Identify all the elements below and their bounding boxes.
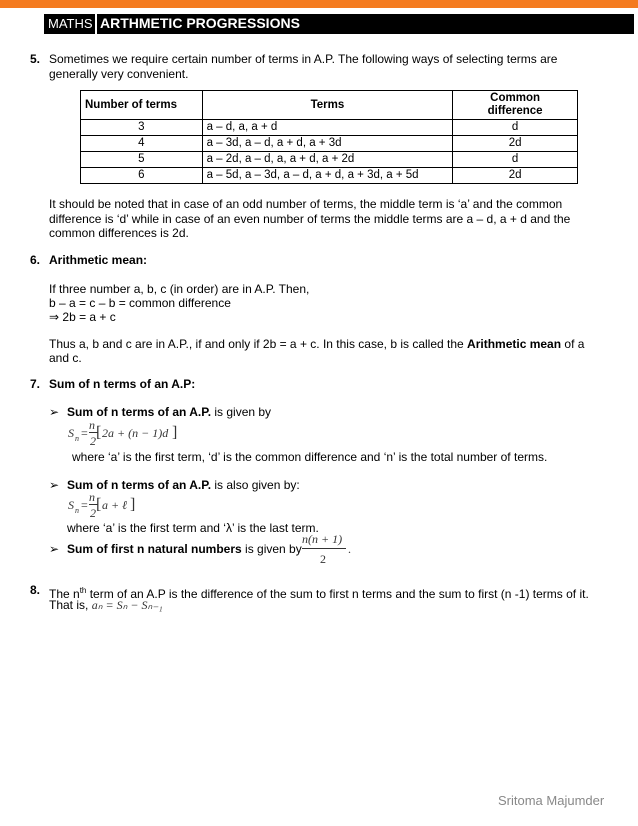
- natural-sum-formula: n(n + 1) 2 .: [302, 532, 351, 566]
- bullet-arrow-icon: ➢: [49, 478, 60, 492]
- section-8-number: 8.: [30, 583, 41, 597]
- table-cell: 4: [81, 136, 203, 152]
- section-5-number: 5.: [30, 52, 41, 66]
- table-row: [81, 168, 578, 184]
- col-terms: Terms: [202, 91, 453, 120]
- table-cell: a – 5d, a – 3d, a – d, a + d, a + 3d, a + 5d: [202, 168, 453, 184]
- chapter-title: ARTHMETIC PROGRESSIONS: [100, 15, 300, 31]
- bullet-arrow-icon: ➢: [49, 542, 60, 556]
- table-row: [81, 152, 578, 168]
- s5-intro-line1: Sometimes we require certain number of terms in A.P. The following ways of selecting terms are: [49, 52, 558, 66]
- col-number-of-terms: Number of terms: [81, 91, 203, 120]
- table-cell: a – 3d, a – d, a + d, a + 3d: [202, 136, 453, 152]
- table-row: [81, 136, 578, 152]
- s5-note-line1: It should be noted that in case of an odd number of terms, the middle term is ‘a’ and the common: [49, 197, 563, 211]
- s8-line1: The $n^{th}$ term of an A.P is the difference of the sum to first n terms and the sum to first (n -1) terms of it.: [49, 586, 589, 601]
- sum-formula-2: S n = n 2 [ a + ℓ ]: [68, 490, 136, 520]
- terms-table: [80, 90, 578, 184]
- s7-bullet2-where: where ‘a’ is the first term and ‘λ’ is the last term.: [67, 521, 319, 535]
- s6-title: Arithmetic mean:: [49, 253, 148, 267]
- table-cell: 5: [81, 152, 203, 168]
- s7-title: Sum of n terms of an A.P:: [49, 377, 196, 391]
- table-header-row: [81, 91, 578, 120]
- s7-bullet3: Sum of first n natural numbers is given by: [67, 542, 302, 556]
- s6-line3: ⇒ 2b = a + c: [49, 310, 116, 324]
- table-cell: d: [453, 152, 578, 168]
- page-header: [44, 14, 634, 34]
- s6-thus-line1: Thus a, b and c are in A.P., if and only if 2b = a + c. In this case, b is called the Arithmetic mean of a: [49, 337, 585, 351]
- section-7-number: 7.: [30, 377, 41, 391]
- section-6-number: 6.: [30, 253, 41, 267]
- s6-line1: If three number a, b, c (in order) are in A.P. Then,: [49, 282, 310, 296]
- s5-note-line2: difference is ‘d’ while in case of an even number of terms the middle terms are a – d, a + d and the: [49, 212, 571, 226]
- s6-thus-line2: and c.: [49, 351, 82, 365]
- header-divider: [95, 14, 97, 34]
- author-signature: Sritoma Majumder: [498, 793, 605, 808]
- table-cell: 6: [81, 168, 203, 184]
- col-common-difference: Common difference: [453, 91, 578, 120]
- s7-bullet1: Sum of n terms of an A.P. is given by: [67, 405, 272, 419]
- s5-intro-line2: generally very convenient.: [49, 67, 189, 81]
- table-cell: 2d: [453, 136, 578, 152]
- s8-line2: That is, aₙ = Sₙ − Sₙ₋₁: [49, 598, 163, 612]
- table-cell: a – d, a, a + d: [202, 120, 453, 136]
- s5-note-line3: common differences is 2d.: [49, 226, 189, 240]
- table-cell: 3: [81, 120, 203, 136]
- sum-formula-1: S n = n 2 [ 2a + (n − 1)d ]: [68, 418, 178, 448]
- top-accent-bar: [0, 0, 638, 8]
- table-cell: d: [453, 120, 578, 136]
- bullet-arrow-icon: ➢: [49, 405, 60, 419]
- s7-bullet1-where: where ‘a’ is the first term, ‘d’ is the common difference and ‘n’ is the total number of terms.: [72, 450, 548, 464]
- table-row: [81, 120, 578, 136]
- table-cell: a – 2d, a – d, a, a + d, a + 2d: [202, 152, 453, 168]
- subject-label: MATHS: [48, 16, 93, 31]
- s7-bullet2: Sum of n terms of an A.P. is also given by:: [67, 478, 300, 492]
- s6-line2: b – a = c – b = common difference: [49, 296, 231, 310]
- table-cell: 2d: [453, 168, 578, 184]
